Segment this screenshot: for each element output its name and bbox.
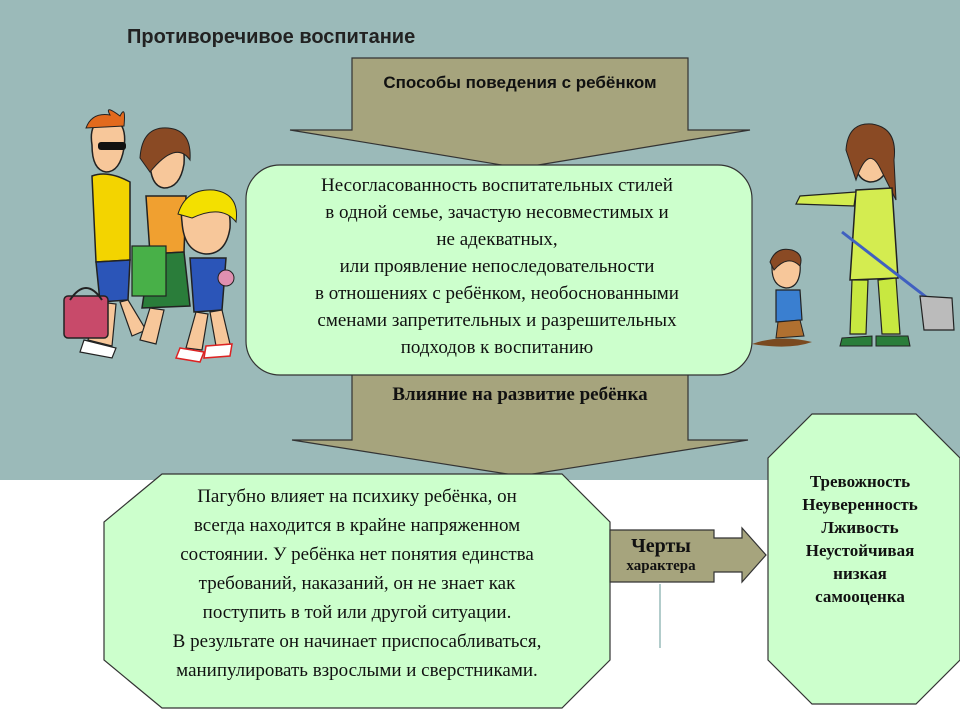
influence-box [112,482,602,685]
description-line: в одной семье, зачастую несовместимых и [325,202,669,223]
influence-line: всегда находится в крайне напряженном [193,515,521,536]
scolding-mother-child-illustration [752,124,954,347]
page-title: Противоречивое воспитание [127,26,416,48]
trait-item: Неуверенность [802,495,918,514]
description-line: сменами запретительных и разрешительных [317,310,677,331]
trait-item: самооценка [815,587,905,606]
trait-item: Тревожность [809,472,911,491]
middle-arrow-label: Влияние на развитие ребёнка [392,384,648,405]
traits-arrow-label-line2: характера [626,558,696,574]
trait-item: низкая [833,564,887,583]
description-line: не адекватных, [436,229,558,250]
influence-line: поступить в той или другой ситуации. [202,602,512,623]
top-arrow-label: Способы поведения с ребёнком [383,73,657,92]
influence-line: Пагубно влияет на психику ребёнка, он [197,486,517,507]
traits-arrow-label-line1: Черты [631,535,691,557]
influence-line: требований, наказаний, он не знает как [198,573,516,594]
description-line: подходов к воспитанию [400,337,594,358]
family-walking-illustration [64,110,237,362]
description-line: Несогласованность воспитательных стилей [321,175,673,196]
trait-item: Лживость [821,518,899,537]
influence-line: В результате он начинает приспосабливаться, [172,631,542,652]
influence-line: манипулировать взрослыми и сверстниками. [176,660,538,681]
traits-box [772,470,948,608]
influence-line: состоянии. У ребёнка нет понятия единства [180,544,534,565]
traits-arrow-label [606,535,716,575]
trait-item: Неустойчивая [805,541,915,560]
description-box [252,172,742,361]
description-line: в отношениях с ребёнком, необоснованными [315,283,679,304]
description-line: или проявление непоследовательности [339,256,655,277]
